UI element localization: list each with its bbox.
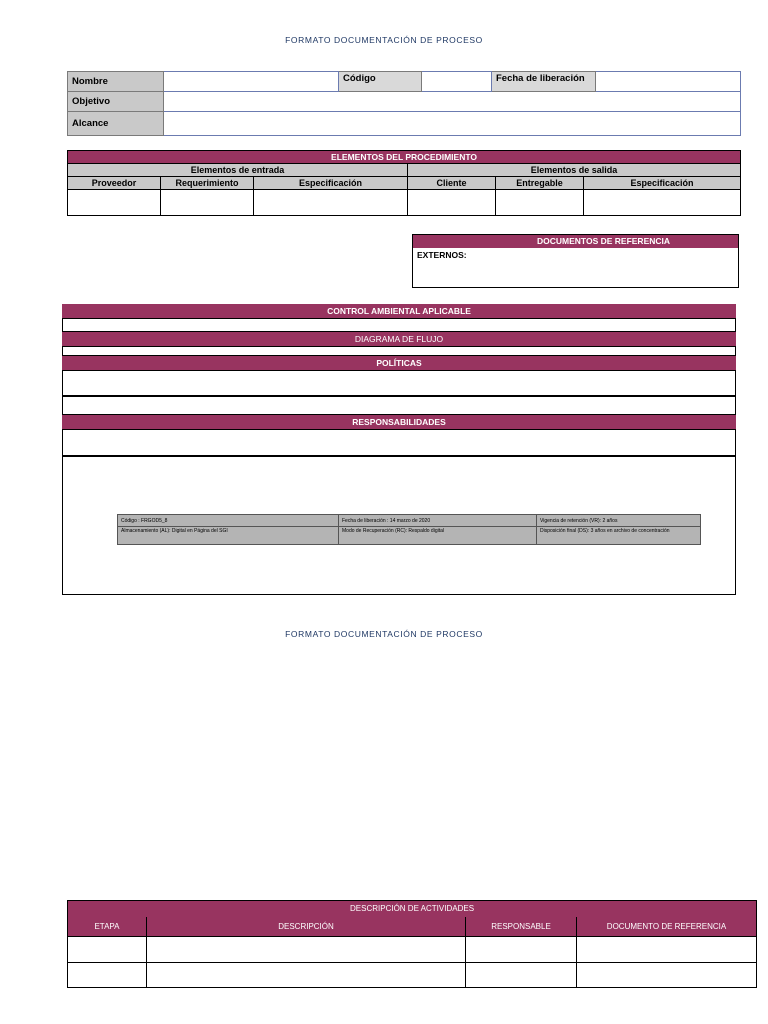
meta-disposicion: Disposición final (DS): 3 años en archivo de concentración: [537, 527, 701, 545]
fecha-liberacion-label: Fecha de liberación: [492, 72, 596, 92]
meta-almacenamiento: Almacenamiento (AL): Digital en Página del SGI: [118, 527, 339, 545]
objetivo-field[interactable]: [164, 92, 741, 112]
cell-responsable-1[interactable]: [466, 937, 577, 963]
col-especificacion-entrada: Especificación: [254, 177, 408, 190]
cell-documento-1[interactable]: [577, 937, 757, 963]
col-especificacion-salida: Especificación: [584, 177, 741, 190]
codigo-field[interactable]: [422, 72, 492, 92]
documentos-referencia-title: DOCUMENTOS DE REFERENCIA: [413, 235, 738, 248]
cell-proveedor[interactable]: [68, 190, 161, 216]
cell-etapa-2[interactable]: [68, 963, 147, 988]
col-entregable: Entregable: [496, 177, 584, 190]
politicas-field-1[interactable]: [62, 370, 736, 396]
control-ambiental-header: CONTROL AMBIENTAL APLICABLE: [62, 304, 736, 318]
codigo-label: Código: [339, 72, 422, 92]
col-proveedor: Proveedor: [68, 177, 161, 190]
politicas-header: POLÍTICAS: [62, 356, 736, 370]
meta-codigo: Código : FRGOD5_8: [118, 515, 339, 527]
meta-vigencia: Vigencia de retención (VR): 2 años: [537, 515, 701, 527]
politicas-field-2[interactable]: [62, 396, 736, 415]
meta-fecha: Fecha de liberación : 14 marzo de 2020: [339, 515, 537, 527]
cell-etapa-1[interactable]: [68, 937, 147, 963]
externos-label: EXTERNOS:: [417, 250, 467, 260]
col-documento-referencia: DOCUMENTO DE REFERENCIA: [577, 917, 757, 937]
control-ambiental-field[interactable]: [62, 318, 736, 332]
objetivo-label: Objetivo: [68, 92, 164, 112]
elementos-title: ELEMENTOS DEL PROCEDIMIENTO: [68, 151, 741, 164]
nombre-label: Nombre: [68, 72, 164, 92]
col-cliente: Cliente: [408, 177, 496, 190]
elementos-procedimiento-table: [67, 150, 741, 216]
descripcion-actividades-table: [67, 900, 757, 988]
alcance-label: Alcance: [68, 112, 164, 136]
elementos-entrada-header: Elementos de entrada: [68, 164, 408, 177]
cell-especificacion-salida[interactable]: [584, 190, 741, 216]
alcance-field[interactable]: [164, 112, 741, 136]
cell-especificacion-entrada[interactable]: [254, 190, 408, 216]
cell-descripcion-2[interactable]: [147, 963, 466, 988]
responsabilidades-field[interactable]: [62, 429, 736, 456]
meta-modo: Modo de Recuperación (RC): Respaldo digital: [339, 527, 537, 545]
diagrama-flujo-field[interactable]: [62, 346, 736, 356]
col-etapa: ETAPA: [68, 917, 147, 937]
elementos-salida-header: Elementos de salida: [408, 164, 741, 177]
cell-descripcion-1[interactable]: [147, 937, 466, 963]
cell-entregable[interactable]: [496, 190, 584, 216]
responsabilidades-header: RESPONSABILIDADES: [62, 415, 736, 429]
process-info-table: [67, 71, 741, 136]
cell-cliente[interactable]: [408, 190, 496, 216]
fecha-liberacion-field[interactable]: [596, 72, 741, 92]
page-title-second: FORMATO DOCUMENTACIÓN DE PROCESO: [285, 629, 483, 639]
cell-documento-2[interactable]: [577, 963, 757, 988]
col-requerimiento: Requerimiento: [161, 177, 254, 190]
page-title: FORMATO DOCUMENTACIÓN DE PROCESO: [285, 35, 483, 45]
col-descripcion: DESCRIPCIÓN: [147, 917, 466, 937]
document-metadata-table: [117, 514, 701, 545]
actividades-title: DESCRIPCIÓN DE ACTIVIDADES: [68, 901, 757, 917]
diagrama-flujo-header: DIAGRAMA DE FLUJO: [62, 332, 736, 346]
documentos-referencia-box: [412, 234, 739, 288]
col-responsable: RESPONSABLE: [466, 917, 577, 937]
nombre-field[interactable]: [164, 72, 339, 92]
cell-requerimiento[interactable]: [161, 190, 254, 216]
cell-responsable-2[interactable]: [466, 963, 577, 988]
